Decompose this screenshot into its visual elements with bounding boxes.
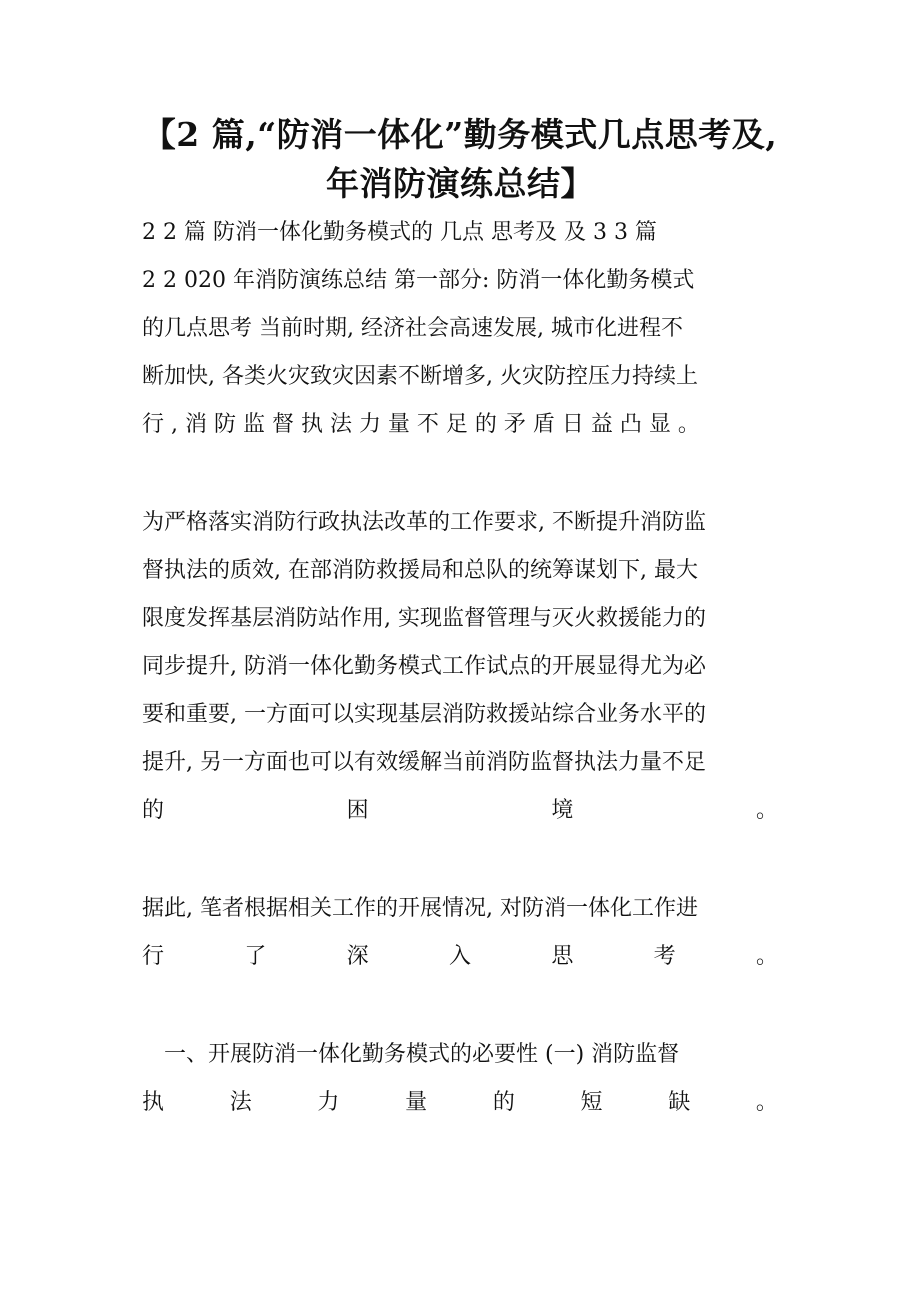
document-title-line-2: 年消防演练总结】 (326, 164, 594, 203)
word: 境 (551, 798, 574, 823)
body-line: 行 , 消 防 监 督 执 法 力 量 不 足 的 矛 盾 日 益 凸 显 。 (142, 412, 700, 437)
body-line: 的几点思考 当前时期, 经济社会高速发展, 城市化进程不 (142, 316, 683, 341)
word: 。 (755, 1090, 778, 1115)
word: 困 (346, 798, 369, 823)
body-line: 提升, 另一方面也可以有效缓解当前消防监督执法力量不足 (142, 750, 706, 775)
word: 入 (448, 944, 471, 969)
body-line: 2 2 篇 防消一体化勤务模式的 几点 思考及 及 3 3 篇 (142, 220, 657, 245)
word: 的 (142, 798, 165, 823)
body-line-justified (142, 1088, 778, 1118)
section-heading-line: 一、开展防消一体化勤务模式的必要性 (一) 消防监督 (164, 1042, 680, 1067)
document-title-line-1: 【2 篇,“防消一体化”勤务模式几点思考及, (142, 115, 778, 154)
body-line: 断加快, 各类火灾致灾因素不断增多, 火灾防控压力持续上 (142, 364, 698, 389)
body-line: 据此, 笔者根据相关工作的开展情况, 对防消一体化工作进 (142, 896, 698, 921)
body-line: 限度发挥基层消防站作用, 实现监督管理与灭火救援能力的 (142, 606, 706, 631)
word: 执 (142, 1090, 165, 1115)
word: 。 (755, 798, 778, 823)
body-line: 2 2 020 年消防演练总结 第一部分: 防消一体化勤务模式 (142, 268, 695, 293)
body-line-justified (142, 942, 778, 972)
word: 的 (492, 1090, 515, 1115)
body-line: 督执法的质效, 在部消防救援局和总队的统筹谋划下, 最大 (142, 558, 698, 583)
word: 行 (142, 944, 165, 969)
body-line: 为严格落实消防行政执法改革的工作要求, 不断提升消防监 (142, 510, 706, 535)
word: 思 (551, 944, 574, 969)
word: 法 (229, 1090, 252, 1115)
body-line-justified (142, 796, 778, 826)
word: 考 (653, 944, 676, 969)
word: 了 (244, 944, 267, 969)
body-line: 要和重要, 一方面可以实现基层消防救援站综合业务水平的 (142, 702, 706, 727)
body-line: 同步提升, 防消一体化勤务模式工作试点的开展显得尤为必 (142, 654, 706, 679)
word: 短 (580, 1090, 603, 1115)
word: 深 (346, 944, 369, 969)
word: 量 (405, 1090, 428, 1115)
word: 力 (317, 1090, 340, 1115)
word: 。 (755, 944, 778, 969)
word: 缺 (668, 1090, 691, 1115)
